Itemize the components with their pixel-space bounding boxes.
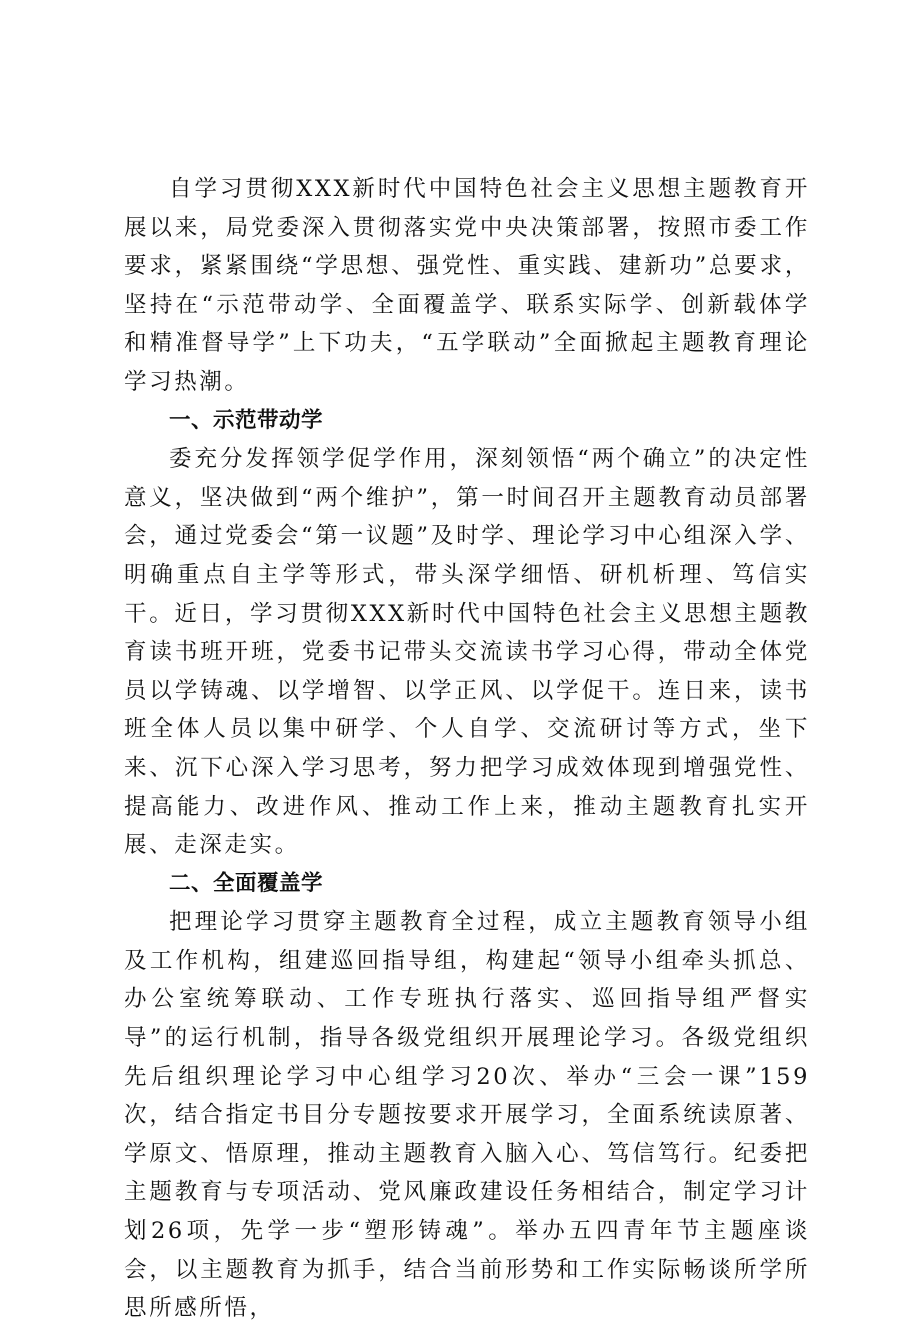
document-page (124, 170, 810, 1328)
section-body-2: 把理论学习贯穿主题教育全过程，成立主题教育领导小组及工作机构，组建巡回指导组，构建起“领导小组牵头抓总、办公室统筹联动、工作专班执行落实、巡回指导组严督实导”的运行机制，指导各级党组织开展理论学习。各级党组织先后组织理论学习中心组学习20次、举办“三会一课”159次，结合指定书目分专题按要求开展学习，全面系统读原著、学原文、悟原理，推动主题教育入脑入心、笃信笃行。纪委把主题教育与专项活动、党风廉政建设任务相结合，制定学习计划26项，先学一步“塑形铸魂”。举办五四青年节主题座谈会，以主题教育为抓手，结合当前形势和工作实际畅谈所学所思所感所悟， (124, 909, 810, 1322)
section-heading-2: 二、全面覆盖学 (169, 870, 324, 896)
section-body-1: 委充分发挥领学促学作用，深刻领悟“两个确立”的决定性意义，坚决做到“两个维护”，第一时间召开主题教育动员部署会，通过党委会“第一议题”及时学、理论学习中心组深入学、明确重点自主学等形式，带头深学细悟、研机析理、笃信实干。近日，学习贯彻XXX新时代中国特色社会主义思想主题教育读书班开班，党委书记带头交流读书学习心得，带动全体党员以学铸魂、以学增智、以学正风、以学促干。连日来，读书班全体人员以集中研学、个人自学、交流研讨等方式，坐下来、沉下心深入学习思考，努力把学习成效体现到增强党性、提高能力、改进作风、推动工作上来，推动主题教育扎实开展、走深走实。 (124, 446, 810, 859)
section-heading-1: 一、示范带动学 (169, 407, 324, 433)
intro-paragraph: 自学习贯彻XXX新时代中国特色社会主义思想主题教育开展以来，局党委深入贯彻落实党中央决策部署，按照市委工作要求，紧紧围绕“学思想、强党性、重实践、建新功”总要求，坚持在“示范带动学、全面覆盖学、联系实际学、创新载体学和精准督导学”上下功夫，“五学联动”全面掀起主题教育理论学习热潮。 (124, 176, 810, 395)
